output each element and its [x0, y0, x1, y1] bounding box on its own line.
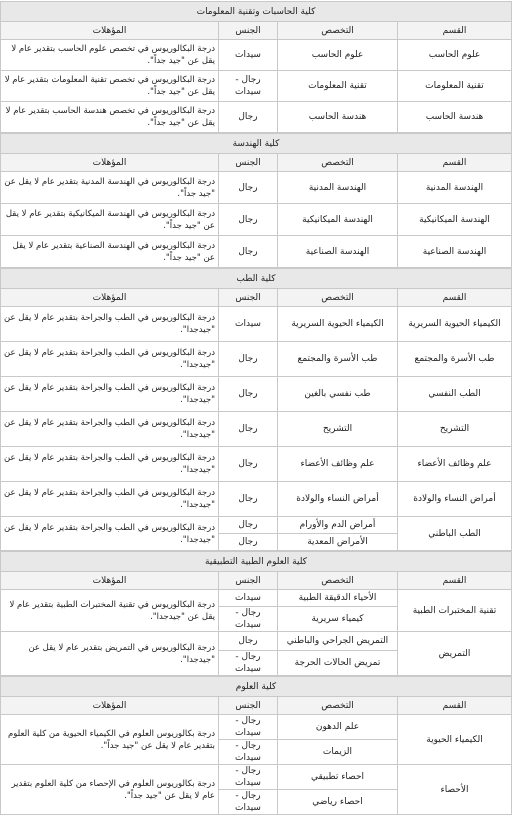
qual-cell: درجة بكالوريوس العلوم في الإحصاء من كلية العلوم بتقدير عام لا يقل عن "جيد جداً". — [0, 765, 218, 815]
spec-cell: الزيمات — [278, 740, 398, 765]
table-row — [0, 71, 511, 102]
spec-cell: الكيمياء الحيوية السريرية — [278, 307, 398, 342]
header-gender: الجنس — [219, 697, 278, 715]
qual-cell: درجة البكالوريوس في الطب والجراحة بتقدير عام لا يقل عن "جيدجدا". — [0, 447, 218, 482]
header-qual: المؤهلات — [1, 572, 219, 590]
qual-cell: درجة البكالوريوس في تخصص هندسة الحاسب بتقدير عام لا يقل عن "جيد جداً". — [0, 102, 218, 133]
college-table — [0, 551, 512, 676]
spec-cell: الهندسة الميكانيكية — [278, 204, 398, 236]
college-table — [0, 676, 512, 815]
table-row — [0, 342, 511, 377]
gender-cell: رجال — [219, 482, 278, 517]
table-row — [1, 236, 512, 268]
gender-cell: رجال — [219, 377, 278, 412]
gender-cell: رجال — [219, 102, 278, 133]
spec-cell: هندسة الحاسب — [278, 102, 398, 133]
college-title: كلية العلوم الطبية التطبيقية — [1, 552, 512, 572]
header-dept: القسم — [398, 697, 512, 715]
spec-cell: تقنية المعلومات — [278, 71, 398, 102]
dept-cell: تقنية المعلومات — [398, 71, 512, 102]
gender-cell: رجال - سيدات — [219, 740, 278, 765]
spec-cell: الأمراض المعدية — [278, 534, 398, 551]
header-gender: الجنس — [219, 289, 278, 307]
table-row — [1, 590, 512, 607]
spec-cell: التشريح — [278, 412, 398, 447]
table-row — [1, 204, 512, 236]
spec-cell: احصاء تطبيقي — [278, 765, 398, 790]
college-title: كلية الحاسبات وتقنية المعلومات — [0, 2, 511, 22]
header-row — [0, 697, 511, 715]
header-spec: التخصص — [278, 289, 398, 307]
gender-cell: رجال — [219, 447, 278, 482]
qual-cell: درجة البكالوريوس في الطب والجراحة بتقدير عام لا يقل عن "جيدجدا". — [0, 412, 218, 447]
qual-cell: درجة البكالوريوس في الهندسة الميكانيكية بتقدير عام لا يقل عن "جيد جداً". — [1, 204, 219, 236]
gender-cell: رجال — [219, 236, 278, 268]
header-qual: المؤهلات — [0, 289, 218, 307]
spec-cell: الأحياء الدقيقة الطبية — [278, 590, 398, 607]
qual-cell: درجة البكالوريوس في الطب والجراحة بتقدير عام لا يقل عن "جيدجدا". — [0, 307, 218, 342]
spec-cell: علوم الحاسب — [278, 40, 398, 71]
dept-cell: تقنية المختبرات الطبية — [398, 590, 512, 632]
table-row — [1, 632, 512, 651]
dept-cell: أمراض النساء والولادة — [398, 482, 512, 517]
dept-cell: التشريح — [398, 412, 512, 447]
gender-cell: رجال - سيدات — [219, 715, 278, 740]
table-row — [0, 412, 511, 447]
qual-cell: درجة البكالوريوس في التمريض بتقدير عام لا يقل عن "جيدجدا". — [1, 632, 219, 676]
gender-cell: سيدات — [219, 590, 278, 607]
header-row — [1, 154, 512, 172]
gender-cell: رجال — [219, 632, 278, 651]
header-gender: الجنس — [219, 572, 278, 590]
table-row — [0, 377, 511, 412]
dept-cell: الهندسة الصناعية — [398, 236, 512, 268]
dept-cell: علوم الحاسب — [398, 40, 512, 71]
qual-cell: درجة البكالوريوس في تخصص تقنية المعلومات بتقدير عام لا يقل عن "جيد جداً". — [0, 71, 218, 102]
spec-cell: تمريض الحالات الحرجة — [278, 651, 398, 676]
gender-cell: رجال — [219, 534, 278, 551]
header-dept: القسم — [398, 154, 512, 172]
gender-cell: رجال — [219, 412, 278, 447]
header-gender: الجنس — [219, 154, 278, 172]
gender-cell: رجال — [219, 517, 278, 534]
dept-cell: الكيمياء الحيوية — [398, 715, 512, 765]
dept-cell: علم وظائف الأعضاء — [398, 447, 512, 482]
header-dept: القسم — [398, 572, 512, 590]
gender-cell: سيدات — [219, 307, 278, 342]
dept-cell: الطب النفسي — [398, 377, 512, 412]
college-table — [0, 133, 512, 268]
college-title: كلية الهندسة — [1, 134, 512, 154]
header-qual: المؤهلات — [0, 22, 218, 40]
header-qual: المؤهلات — [0, 697, 218, 715]
dept-cell: هندسة الحاسب — [398, 102, 512, 133]
spec-cell: كيمياء سريرية — [278, 607, 398, 632]
qual-cell: درجة البكالوريوس في الطب والجراحة بتقدير عام لا يقل عن "جيدجدا". — [0, 517, 218, 551]
qual-cell: درجة البكالوريوس في الطب والجراحة بتقدير عام لا يقل عن "جيدجدا". — [0, 482, 218, 517]
spec-cell: طب نفسي بالغين — [278, 377, 398, 412]
dept-cell: الأحصاء — [398, 765, 512, 815]
table-row — [0, 307, 511, 342]
spec-cell: التمريض الجراحي والباطني — [278, 632, 398, 651]
qual-cell: درجة البكالوريوس في الهندسة المدنية بتقدير عام لا يقل عن "جيد جداً". — [1, 172, 219, 204]
dept-cell: الطب الباطني — [398, 517, 512, 551]
qual-cell: درجة البكالوريوس في الطب والجراحة بتقدير عام لا يقل عن "جيدجدا". — [0, 377, 218, 412]
college-table — [0, 1, 512, 133]
header-dept: القسم — [398, 22, 512, 40]
header-row — [0, 289, 511, 307]
qual-cell: درجة البكالوريوس في الهندسة الصناعية بتقدير عام لا يقل عن "جيد جداً". — [1, 236, 219, 268]
spec-cell: الهندسة الصناعية — [278, 236, 398, 268]
college-title: كلية الطب — [0, 269, 511, 289]
header-dept: القسم — [398, 289, 512, 307]
dept-cell: طب الأسرة والمجتمع — [398, 342, 512, 377]
gender-cell: رجال — [219, 172, 278, 204]
spec-cell: علم الدهون — [278, 715, 398, 740]
header-gender: الجنس — [219, 22, 278, 40]
dept-cell: الهندسة المدنية — [398, 172, 512, 204]
spec-cell: أمراض النساء والولادة — [278, 482, 398, 517]
spec-cell: احصاء رياضي — [278, 790, 398, 815]
qual-cell: درجة بكالوريوس العلوم في الكيمياء الحيوية من كلية العلوم بتقدير عام لا يقل عن "جيد جداً". — [0, 715, 218, 765]
spec-cell: الهندسة المدنية — [278, 172, 398, 204]
header-spec: التخصص — [278, 154, 398, 172]
header-row — [1, 572, 512, 590]
dept-cell: الهندسة الميكانيكية — [398, 204, 512, 236]
qual-cell: درجة البكالوريوس في تقنية المختبرات الطبية بتقدير عام لا يقل عن "جيدجدا". — [1, 590, 219, 632]
header-spec: التخصص — [278, 22, 398, 40]
header-spec: التخصص — [278, 697, 398, 715]
table-row — [1, 172, 512, 204]
spec-cell: علم وظائف الأعضاء — [278, 447, 398, 482]
gender-cell: رجال - سيدات — [219, 71, 278, 102]
gender-cell: رجال - سيدات — [219, 651, 278, 676]
spec-cell: أمراض الدم والأورام — [278, 517, 398, 534]
table-row — [0, 482, 511, 517]
table-row — [0, 102, 511, 133]
qual-cell: درجة البكالوريوس في تخصص علوم الحاسب بتقدير عام لا يقل عن "جيد جداً". — [0, 40, 218, 71]
gender-cell: سيدات — [219, 40, 278, 71]
gender-cell: رجال - سيدات — [219, 765, 278, 790]
header-spec: التخصص — [278, 572, 398, 590]
gender-cell: رجال — [219, 204, 278, 236]
table-row — [0, 765, 511, 790]
header-qual: المؤهلات — [1, 154, 219, 172]
college-table — [0, 268, 512, 551]
dept-cell: الكيمياء الحيوية السريرية — [398, 307, 512, 342]
gender-cell: رجال - سيدات — [219, 790, 278, 815]
table-row — [0, 447, 511, 482]
dept-cell: التمريض — [398, 632, 512, 676]
spec-cell: طب الأسرة والمجتمع — [278, 342, 398, 377]
table-row — [0, 715, 511, 740]
programs-document — [1, 1, 512, 815]
college-title: كلية العلوم — [0, 677, 511, 697]
table-row — [0, 517, 511, 534]
gender-cell: رجال - سيدات — [219, 607, 278, 632]
table-row — [0, 40, 511, 71]
qual-cell: درجة البكالوريوس في الطب والجراحة بتقدير عام لا يقل عن "جيدجدا". — [0, 342, 218, 377]
gender-cell: رجال — [219, 342, 278, 377]
header-row — [0, 22, 511, 40]
